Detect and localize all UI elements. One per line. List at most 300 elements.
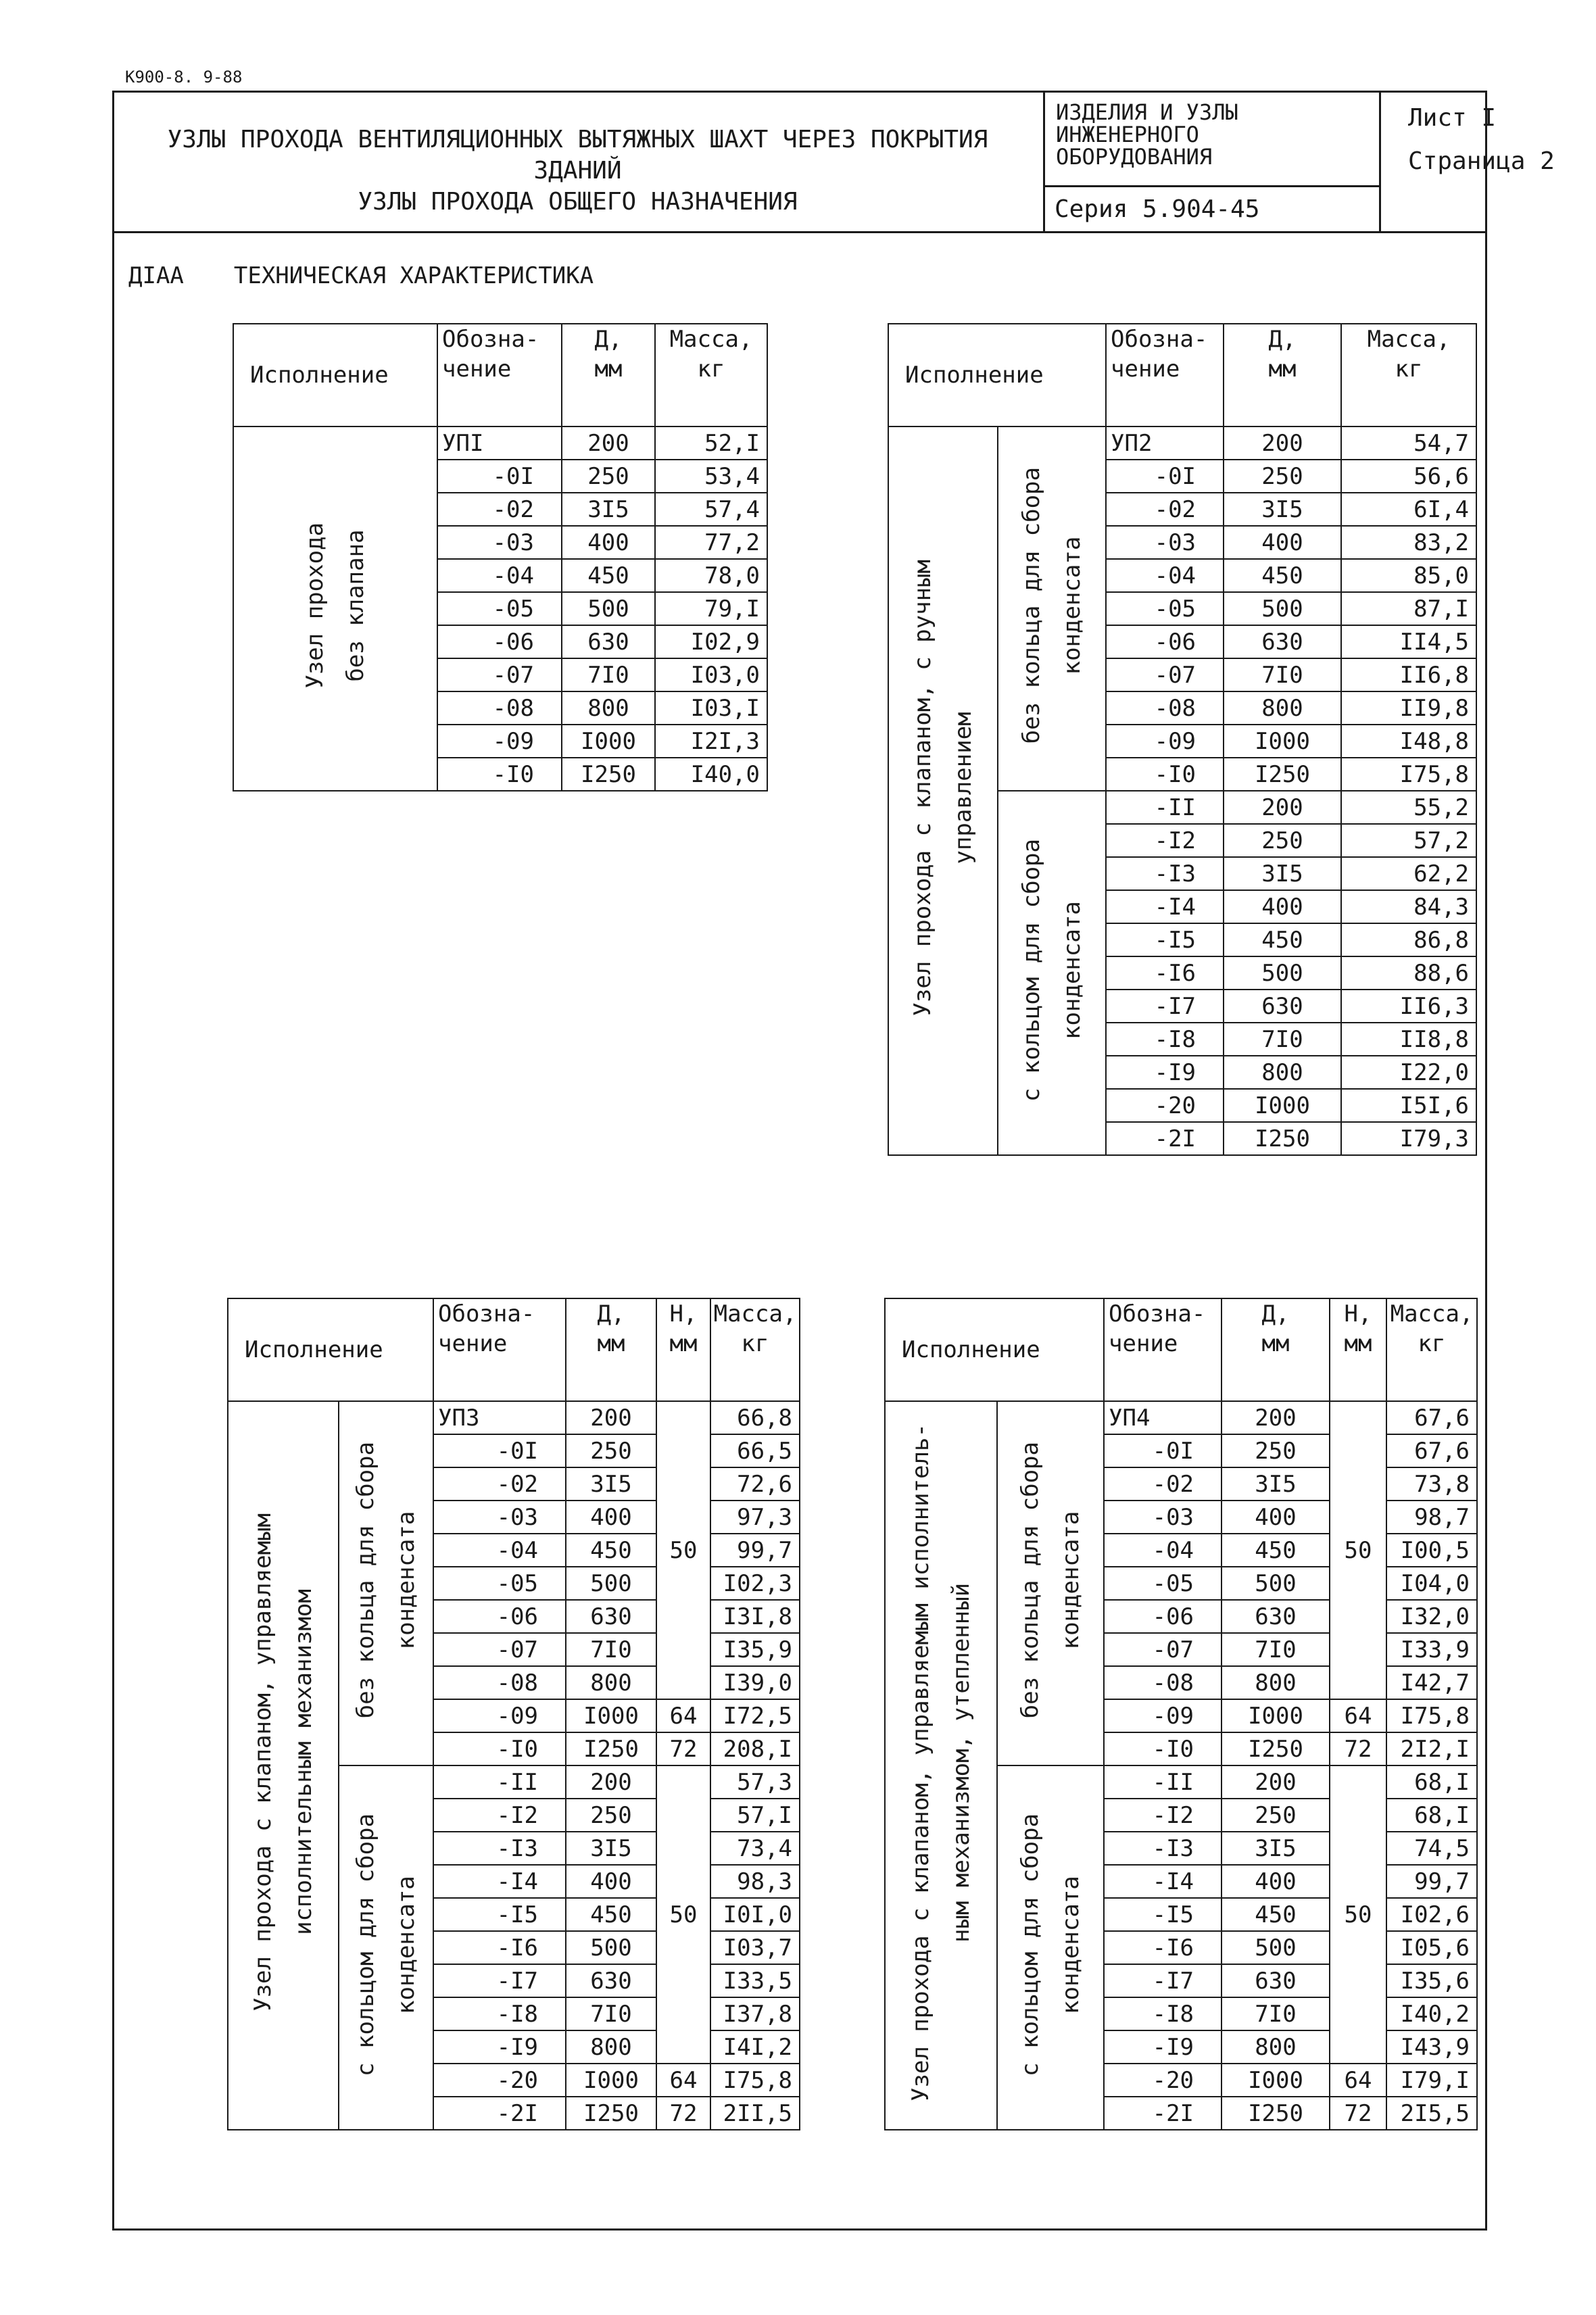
category-text [1056,101,1238,168]
mass-cell: I0I,0 [710,1898,800,1931]
header-execution: Исполнение [888,324,1106,427]
group-label-line-2: исполнительным механизмом [290,1589,317,1936]
diameter-cell: I250 [1224,1122,1341,1155]
mass-cell: 86,8 [1341,923,1476,956]
designation-cell: -20 [433,2064,566,2097]
designation-cell: -03 [1106,526,1224,559]
diameter-cell: 250 [1224,824,1341,857]
mass-cell: 99,7 [1386,1865,1477,1898]
category-line-3: ОБОРУДОВАНИЯ [1056,144,1213,170]
diameter-cell: 250 [566,1434,656,1467]
designation-cell: -I9 [1106,1056,1224,1089]
section-heading [128,262,644,289]
diameter-cell: 3I5 [1222,1467,1330,1501]
diameter-cell: 200 [566,1765,656,1799]
designation-cell: -06 [1104,1600,1222,1633]
designation-cell: -07 [437,658,562,691]
designation-cell: -I3 [1106,857,1224,890]
diameter-cell: 7I0 [1224,1023,1341,1056]
designation-cell: -I3 [1104,1832,1222,1865]
header-mass: Масса, кг [710,1298,800,1401]
mass-cell: 57,4 [655,493,767,526]
header-height: Н, мм [1330,1298,1386,1401]
designation-cell: -08 [433,1666,566,1699]
header-mass: Масса, кг [1386,1298,1477,1401]
mass-cell: I3I,8 [710,1600,800,1633]
designation-cell: -05 [1106,592,1224,625]
mass-cell: II9,8 [1341,691,1476,725]
diameter-cell: I000 [1224,725,1341,758]
mass-cell: 55,2 [1341,791,1476,824]
diameter-cell: 630 [1224,990,1341,1023]
diameter-cell: 500 [1222,1567,1330,1600]
designation-cell: -I2 [1106,824,1224,857]
height-cell: 64 [1330,1699,1386,1732]
document-code: К900-8. 9-88 [125,68,243,87]
designation-cell: -I8 [433,1997,566,2030]
designation-cell: -06 [437,625,562,658]
diameter-cell: 630 [1224,625,1341,658]
diameter-cell: 400 [1222,1501,1330,1534]
diameter-cell: 800 [562,691,655,725]
mass-cell: 2I5,5 [1386,2097,1477,2130]
designation-cell: УП2 [1106,427,1224,460]
designation-cell: -05 [437,592,562,625]
subgroup-label-without-ring-text [1011,467,1092,744]
document-title [112,91,1045,233]
mass-cell: I32,0 [1386,1600,1477,1633]
height-cell: 50 [656,1401,710,1699]
group-label [233,427,437,791]
designation-cell: -0I [433,1434,566,1467]
diameter-cell: 3I5 [1224,493,1341,526]
mass-cell: 97,3 [710,1501,800,1534]
table-row [233,427,767,460]
diameter-cell: 400 [1224,890,1341,923]
designation-cell: -08 [437,691,562,725]
header-diameter: Д, мм [562,324,655,427]
category-line-1: ИЗДЕЛИЯ И УЗЛЫ [1056,99,1238,125]
diameter-cell: 200 [1222,1765,1330,1799]
diameter-cell: 800 [1224,691,1341,725]
subgroup-label-without-ring-text [1010,1442,1091,1718]
designation-cell: -I0 [1106,758,1224,791]
diameter-cell: 400 [562,526,655,559]
diameter-cell: 630 [566,1964,656,1997]
mass-cell: 88,6 [1341,956,1476,990]
designation-cell: -20 [1106,1089,1224,1122]
subgroup-label-with-ring-line-2: конденсата [393,1875,420,2014]
subgroup-label-without-ring-line-1: без кольца для сбора [1017,1442,1044,1719]
header-execution: Исполнение [228,1298,433,1401]
height-cell: 50 [656,1765,710,2064]
mass-cell: I79,3 [1341,1122,1476,1155]
diameter-cell: 630 [566,1600,656,1633]
section-code: ДІАА [128,262,184,289]
mass-cell: 99,7 [710,1534,800,1567]
mass-cell: I37,8 [710,1997,800,2030]
mass-cell: 68,I [1386,1765,1477,1799]
designation-cell: -07 [433,1633,566,1666]
group-label-line-2: без клапана [342,529,369,682]
subgroup-label-with-ring-line-1: с кольцом для сбора [1018,838,1045,1102]
designation-cell: -09 [437,725,562,758]
designation-cell: -I0 [1104,1732,1222,1765]
designation-cell: УП3 [433,1401,566,1434]
designation-cell: -02 [1106,493,1224,526]
mass-cell: I35,6 [1386,1964,1477,1997]
mass-cell: 2I2,I [1386,1732,1477,1765]
mass-cell: 87,I [1341,592,1476,625]
mass-cell: 83,2 [1341,526,1476,559]
mass-cell: I00,5 [1386,1534,1477,1567]
diameter-cell: 400 [566,1865,656,1898]
height-cell: 72 [1330,1732,1386,1765]
mass-cell: I33,5 [710,1964,800,1997]
mass-cell: 78,0 [655,559,767,592]
designation-cell: -03 [433,1501,566,1534]
designation-cell: -I7 [1106,990,1224,1023]
diameter-cell: 200 [1224,427,1341,460]
height-cell: 72 [1330,2097,1386,2130]
subgroup-label-with-ring-line-1: с кольцом для сбора [1017,1813,1044,2076]
diameter-cell: 630 [562,625,655,658]
designation-cell: -04 [1104,1534,1222,1567]
designation-cell: -I4 [433,1865,566,1898]
diameter-cell: 800 [1222,1666,1330,1699]
page-label: Страница 2 [1408,147,1555,175]
mass-cell: 84,3 [1341,890,1476,923]
subgroup-label-without-ring [997,1401,1104,1765]
diameter-cell: 250 [1222,1799,1330,1832]
mass-cell: 56,6 [1341,460,1476,493]
diameter-cell: 450 [1224,923,1341,956]
designation-cell: -09 [1106,725,1224,758]
mass-cell: I33,9 [1386,1633,1477,1666]
header-designation: Обозна- чение [437,324,562,427]
diameter-cell: 3I5 [562,493,655,526]
mass-cell: I42,7 [1386,1666,1477,1699]
mass-cell: 73,8 [1386,1467,1477,1501]
mass-cell: II6,8 [1341,658,1476,691]
title-line-2: ЗДАНИЙ [533,157,622,185]
height-cell: 64 [656,1699,710,1732]
diameter-cell: 630 [1222,1600,1330,1633]
diameter-cell: I250 [1222,1732,1330,1765]
mass-cell: 57,2 [1341,824,1476,857]
mass-cell: I72,5 [710,1699,800,1732]
designation-cell: -07 [1106,658,1224,691]
table-row [228,1401,800,1434]
header-diameter: Д, мм [566,1298,656,1401]
spec-table-1 [233,323,768,791]
diameter-cell: I000 [566,2064,656,2097]
designation-cell: -I0 [437,758,562,791]
designation-cell: -I0 [433,1732,566,1765]
mass-cell: I22,0 [1341,1056,1476,1089]
spec-table-2 [888,323,1477,1156]
designation-cell: -2I [1106,1122,1224,1155]
mass-cell: 6I,4 [1341,493,1476,526]
subgroup-label-with-ring-line-2: конденсата [1057,1875,1084,2014]
group-label-text [295,522,376,689]
diameter-cell: 500 [1222,1931,1330,1964]
diameter-cell: 450 [1222,1534,1330,1567]
diameter-cell: 500 [562,592,655,625]
subgroup-label-without-ring-line-2: конденсата [393,1511,420,1650]
diameter-cell: I000 [566,1699,656,1732]
diameter-cell: 630 [1222,1964,1330,1997]
mass-cell: 85,0 [1341,559,1476,592]
header-designation: Обозна- чение [1104,1298,1222,1401]
mass-cell: I75,8 [710,2064,800,2097]
group-label [228,1401,339,2130]
mass-cell: 52,I [655,427,767,460]
mass-cell: I40,0 [655,758,767,791]
mass-cell: 66,8 [710,1401,800,1434]
designation-cell: -04 [437,559,562,592]
diameter-cell: 400 [1222,1865,1330,1898]
mass-cell: I04,0 [1386,1567,1477,1600]
table-row [888,427,1476,460]
designation-cell: -I3 [433,1832,566,1865]
designation-cell: -I5 [1106,923,1224,956]
designation-cell: -II [433,1765,566,1799]
group-label-text [900,1423,982,2101]
header-diameter: Д, мм [1224,324,1341,427]
designation-cell: -I6 [1106,956,1224,990]
title-divider [112,231,1487,233]
subgroup-label-with-ring [339,1765,433,2130]
mass-cell: 77,2 [655,526,767,559]
designation-cell: -03 [1104,1501,1222,1534]
diameter-cell: 500 [1224,956,1341,990]
designation-cell: -I2 [1104,1799,1222,1832]
subgroup-label-with-ring [997,1765,1104,2130]
diameter-cell: 7I0 [566,1997,656,2030]
diameter-cell: 450 [1222,1898,1330,1931]
mass-cell: I2I,3 [655,725,767,758]
designation-cell: -04 [433,1534,566,1567]
diameter-cell: I250 [1222,2097,1330,2130]
mass-cell: I40,2 [1386,1997,1477,2030]
diameter-cell: 500 [566,1931,656,1964]
diameter-cell: I000 [1222,1699,1330,1732]
mass-cell: 66,5 [710,1434,800,1467]
title-line-1: УЗЛЫ ПРОХОДА ВЕНТИЛЯЦИОННЫХ ВЫТЯЖНЫХ ШАХТ ЧЕРЕЗ ПОКРЫТИЯ [167,126,988,153]
mass-cell: I39,0 [710,1666,800,1699]
spec-table-4 [884,1298,1478,2130]
designation-cell: -I8 [1106,1023,1224,1056]
diameter-cell: 3I5 [1224,857,1341,890]
header-designation: Обозна- чение [433,1298,566,1401]
header-mass: Масса, кг [655,324,767,427]
group-label-line-1: Узел прохода с клапаном, управляемым [249,1513,276,2012]
designation-cell: -II [1104,1765,1222,1799]
designation-cell: -0I [437,460,562,493]
mass-cell: II6,3 [1341,990,1476,1023]
diameter-cell: 800 [566,1666,656,1699]
diameter-cell: 450 [562,559,655,592]
diameter-cell: I000 [1224,1089,1341,1122]
mass-cell: 67,6 [1386,1434,1477,1467]
height-cell: 64 [1330,2064,1386,2097]
designation-cell: -09 [433,1699,566,1732]
designation-cell: -05 [433,1567,566,1600]
title-line-3: УЗЛЫ ПРОХОДА ОБЩЕГО НАЗНАЧЕНИЯ [358,188,798,216]
mass-cell: 73,4 [710,1832,800,1865]
subgroup-label-with-ring [998,791,1106,1155]
designation-cell: -06 [1106,625,1224,658]
subgroup-label-with-ring-line-1: с кольцом для сбора [352,1813,379,2076]
mass-cell: I03,I [655,691,767,725]
mass-cell: I75,8 [1386,1699,1477,1732]
mass-cell: 54,7 [1341,427,1476,460]
group-label-line-1: Узел прохода с клапаном, с ручным [909,559,936,1017]
diameter-cell: 7I0 [566,1633,656,1666]
designation-cell: -I4 [1106,890,1224,923]
mass-cell: 2II,5 [710,2097,800,2130]
designation-cell: -2I [1104,2097,1222,2130]
height-cell: 50 [1330,1401,1386,1699]
series-label: Серия 5.904-45 [1045,185,1379,233]
mass-cell: I03,7 [710,1931,800,1964]
designation-cell: -0I [1106,460,1224,493]
diameter-cell: 500 [566,1567,656,1600]
diameter-cell: 250 [562,460,655,493]
designation-cell: -04 [1106,559,1224,592]
header-execution: Исполнение [233,324,437,427]
subgroup-label-with-ring-text [345,1813,427,2076]
mass-cell: I03,0 [655,658,767,691]
diameter-cell: 800 [1224,1056,1341,1089]
subgroup-label-without-ring-line-1: без кольца для сбора [352,1442,379,1719]
diameter-cell: 7I0 [1224,658,1341,691]
subgroup-label-with-ring-text [1011,839,1092,1102]
diameter-cell: 400 [1224,526,1341,559]
designation-cell: -09 [1104,1699,1222,1732]
sheet-label: Лист I [1408,104,1497,132]
group-label-text [902,560,984,1017]
designation-cell: -20 [1104,2064,1222,2097]
diameter-cell: 7I0 [562,658,655,691]
designation-cell: -I9 [433,2030,566,2064]
diameter-cell: 7I0 [1222,1997,1330,2030]
group-label-line-1: Узел прохода с клапаном, управляемым исполнитель- [907,1423,934,2102]
diameter-cell: 250 [1224,460,1341,493]
height-cell: 72 [656,2097,710,2130]
designation-cell: УПI [437,427,562,460]
designation-cell: -06 [433,1600,566,1633]
mass-cell: 72,6 [710,1467,800,1501]
subgroup-label-without-ring-line-1: без кольца для сбора [1018,467,1045,744]
mass-cell: I48,8 [1341,725,1476,758]
header-mass: Масса, кг [1341,324,1476,427]
group-label-line-1: Узел прохода [301,522,329,689]
sheet-block [1381,91,1555,233]
designation-cell: -I9 [1104,2030,1222,2064]
subgroup-label-without-ring [998,427,1106,791]
designation-cell: -II [1106,791,1224,824]
subgroup-label-without-ring-line-2: конденсата [1057,1511,1084,1650]
group-label-text [243,1513,324,2012]
diameter-cell: 450 [566,1898,656,1931]
mass-cell: I75,8 [1341,758,1476,791]
diameter-cell: I000 [1222,2064,1330,2097]
designation-cell: -I7 [1104,1964,1222,1997]
table-row [885,1401,1477,1434]
designation-cell: -08 [1104,1666,1222,1699]
diameter-cell: 3I5 [566,1467,656,1501]
designation-cell: -I6 [1104,1931,1222,1964]
subgroup-label-without-ring [339,1401,433,1765]
designation-cell: -2I [433,2097,566,2130]
category-block [1045,91,1381,233]
height-cell: 64 [656,2064,710,2097]
mass-cell: I79,I [1386,2064,1477,2097]
designation-cell: -05 [1104,1567,1222,1600]
mass-cell: I05,6 [1386,1931,1477,1964]
category-line-2: ИНЖЕНЕРНОГО [1056,122,1199,147]
diameter-cell: 450 [566,1534,656,1567]
mass-cell: II4,5 [1341,625,1476,658]
height-cell: 72 [656,1732,710,1765]
mass-cell: 53,4 [655,460,767,493]
diameter-cell: 200 [566,1401,656,1434]
diameter-cell: 800 [1222,2030,1330,2064]
diameter-cell: I250 [566,1732,656,1765]
mass-cell: I43,9 [1386,2030,1477,2064]
diameter-cell: I250 [1224,758,1341,791]
diameter-cell: I250 [566,2097,656,2130]
designation-cell: -I5 [433,1898,566,1931]
diameter-cell: 200 [1222,1401,1330,1434]
designation-cell: -03 [437,526,562,559]
designation-cell: -I7 [433,1964,566,1997]
mass-cell: I02,3 [710,1567,800,1600]
diameter-cell: I250 [562,758,655,791]
header-designation: Обозна- чение [1106,324,1224,427]
subgroup-label-without-ring-line-2: конденсата [1059,536,1086,675]
header-height: Н, мм [656,1298,710,1401]
subgroup-label-without-ring-text [345,1442,427,1718]
diameter-cell: 200 [562,427,655,460]
mass-cell: I5I,6 [1341,1089,1476,1122]
mass-cell: 79,I [655,592,767,625]
designation-cell: -I6 [433,1931,566,1964]
height-cell: 50 [1330,1765,1386,2064]
designation-cell: -I4 [1104,1865,1222,1898]
mass-cell: 57,I [710,1799,800,1832]
diameter-cell: I000 [562,725,655,758]
designation-cell: -02 [433,1467,566,1501]
designation-cell: -02 [1104,1467,1222,1501]
designation-cell: -I8 [1104,1997,1222,2030]
mass-cell: II8,8 [1341,1023,1476,1056]
spec-table-3 [227,1298,800,2130]
designation-cell: -07 [1104,1633,1222,1666]
mass-cell: 98,7 [1386,1501,1477,1534]
designation-cell: -0I [1104,1434,1222,1467]
diameter-cell: 3I5 [566,1832,656,1865]
diameter-cell: 450 [1224,559,1341,592]
diameter-cell: 3I5 [1222,1832,1330,1865]
title-block [112,91,1555,233]
subgroup-label-with-ring-text [1010,1813,1091,2076]
mass-cell: 62,2 [1341,857,1476,890]
header-execution: Исполнение [885,1298,1104,1401]
diameter-cell: 250 [566,1799,656,1832]
